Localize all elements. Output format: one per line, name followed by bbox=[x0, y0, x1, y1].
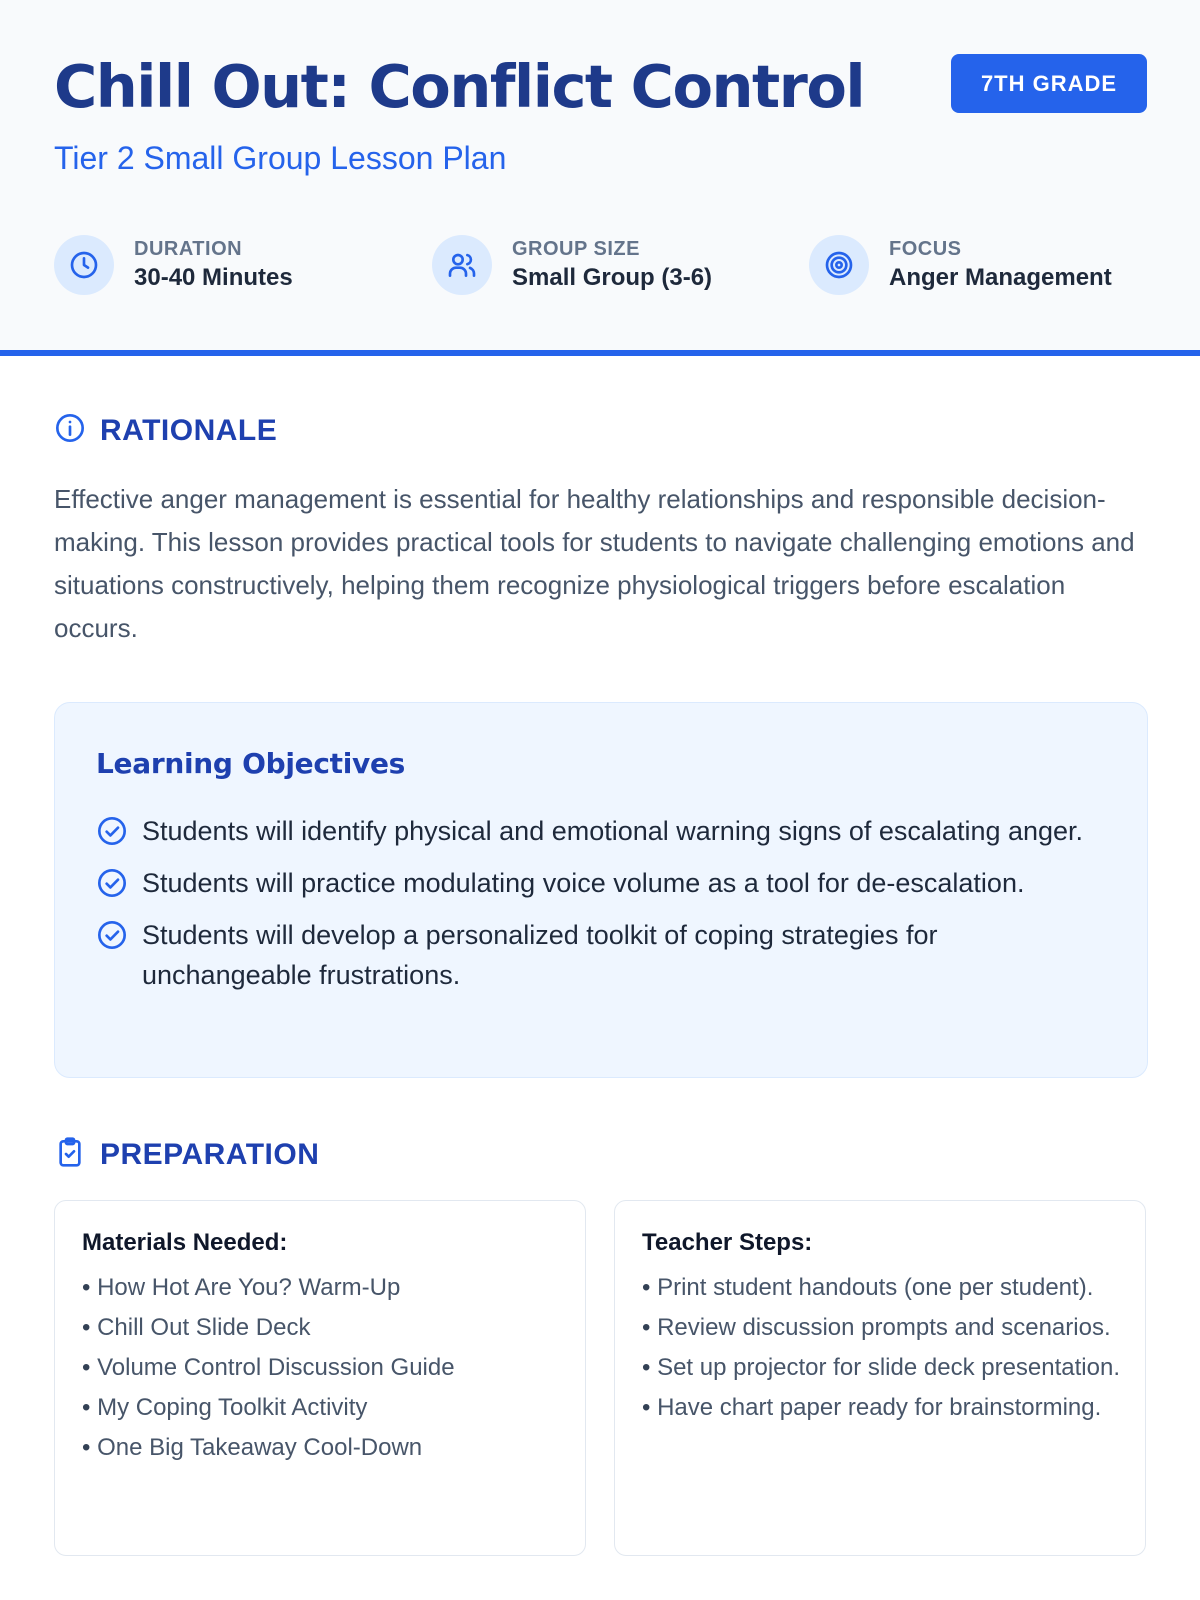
meta-label: FOCUS bbox=[889, 238, 962, 260]
preparation-heading-label: PREPARATION bbox=[100, 1137, 320, 1171]
rationale-text: Effective anger management is essential for healthy relationships and responsible decision-making. This lesson provides practical tools for students to navigate challenging emotions and situations constructively, helping them recognize physiological triggers before escalation occurs. bbox=[54, 484, 1135, 643]
check-circle-icon bbox=[96, 811, 128, 851]
materials-title: Materials Needed: bbox=[82, 1229, 288, 1256]
meta-value: 30-40 Minutes bbox=[134, 264, 293, 291]
info-icon bbox=[54, 412, 86, 449]
teacher-steps-card bbox=[614, 1200, 1146, 1556]
users-icon bbox=[432, 235, 492, 295]
grade-badge: 7TH GRADE bbox=[951, 54, 1147, 113]
meta-label: GROUP SIZE bbox=[512, 238, 640, 260]
page-title: Chill Out: Conflict Control bbox=[54, 52, 865, 121]
clock-icon bbox=[54, 235, 114, 295]
meta-value: Small Group (3-6) bbox=[512, 264, 713, 291]
objective-item bbox=[96, 915, 1106, 995]
teacher-steps-title: Teacher Steps: bbox=[642, 1229, 813, 1256]
materials-card bbox=[54, 1200, 586, 1556]
list-item: • Set up projector for slide deck presentation. bbox=[642, 1354, 1121, 1381]
list-item: • Review discussion prompts and scenarios. bbox=[642, 1314, 1111, 1341]
meta-value: Anger Management bbox=[889, 264, 1112, 291]
meta-label: DURATION bbox=[134, 238, 243, 260]
objective-item bbox=[96, 811, 1106, 851]
objectives-heading: Learning Objectives bbox=[96, 747, 406, 780]
list-item: • Chill Out Slide Deck bbox=[82, 1314, 311, 1341]
list-item: • Volume Control Discussion Guide bbox=[82, 1354, 455, 1381]
target-icon bbox=[809, 235, 869, 295]
rationale-heading-label: RATIONALE bbox=[100, 413, 278, 447]
lesson-header bbox=[0, 0, 1200, 356]
meta-duration bbox=[54, 235, 293, 295]
clipboard-check-icon bbox=[54, 1136, 86, 1173]
list-item: • One Big Takeaway Cool-Down bbox=[82, 1434, 423, 1461]
rationale-heading bbox=[54, 412, 277, 449]
materials-list bbox=[82, 1271, 562, 1471]
objective-text: Students will develop a personalized toolkit of coping strategies for unchangeable frustrations. bbox=[142, 920, 938, 990]
list-item: • Have chart paper ready for brainstorming. bbox=[642, 1394, 1102, 1421]
preparation-heading bbox=[54, 1136, 319, 1173]
learning-objectives-panel bbox=[54, 702, 1148, 1078]
objective-text: Students will practice modulating voice volume as a tool for de-escalation. bbox=[142, 868, 1025, 898]
objective-item bbox=[96, 863, 1106, 903]
teacher-steps-list bbox=[642, 1271, 1122, 1431]
objective-text: Students will identify physical and emotional warning signs of escalating anger. bbox=[142, 816, 1084, 846]
list-item: • Print student handouts (one per student). bbox=[642, 1274, 1094, 1301]
page-subtitle: Tier 2 Small Group Lesson Plan bbox=[54, 140, 507, 176]
check-circle-icon bbox=[96, 863, 128, 903]
meta-group-size bbox=[432, 235, 712, 295]
objectives-list bbox=[96, 811, 1106, 1007]
meta-focus bbox=[809, 235, 1112, 295]
list-item: • My Coping Toolkit Activity bbox=[82, 1394, 368, 1421]
check-circle-icon bbox=[96, 915, 128, 955]
list-item: • How Hot Are You? Warm-Up bbox=[82, 1274, 401, 1301]
